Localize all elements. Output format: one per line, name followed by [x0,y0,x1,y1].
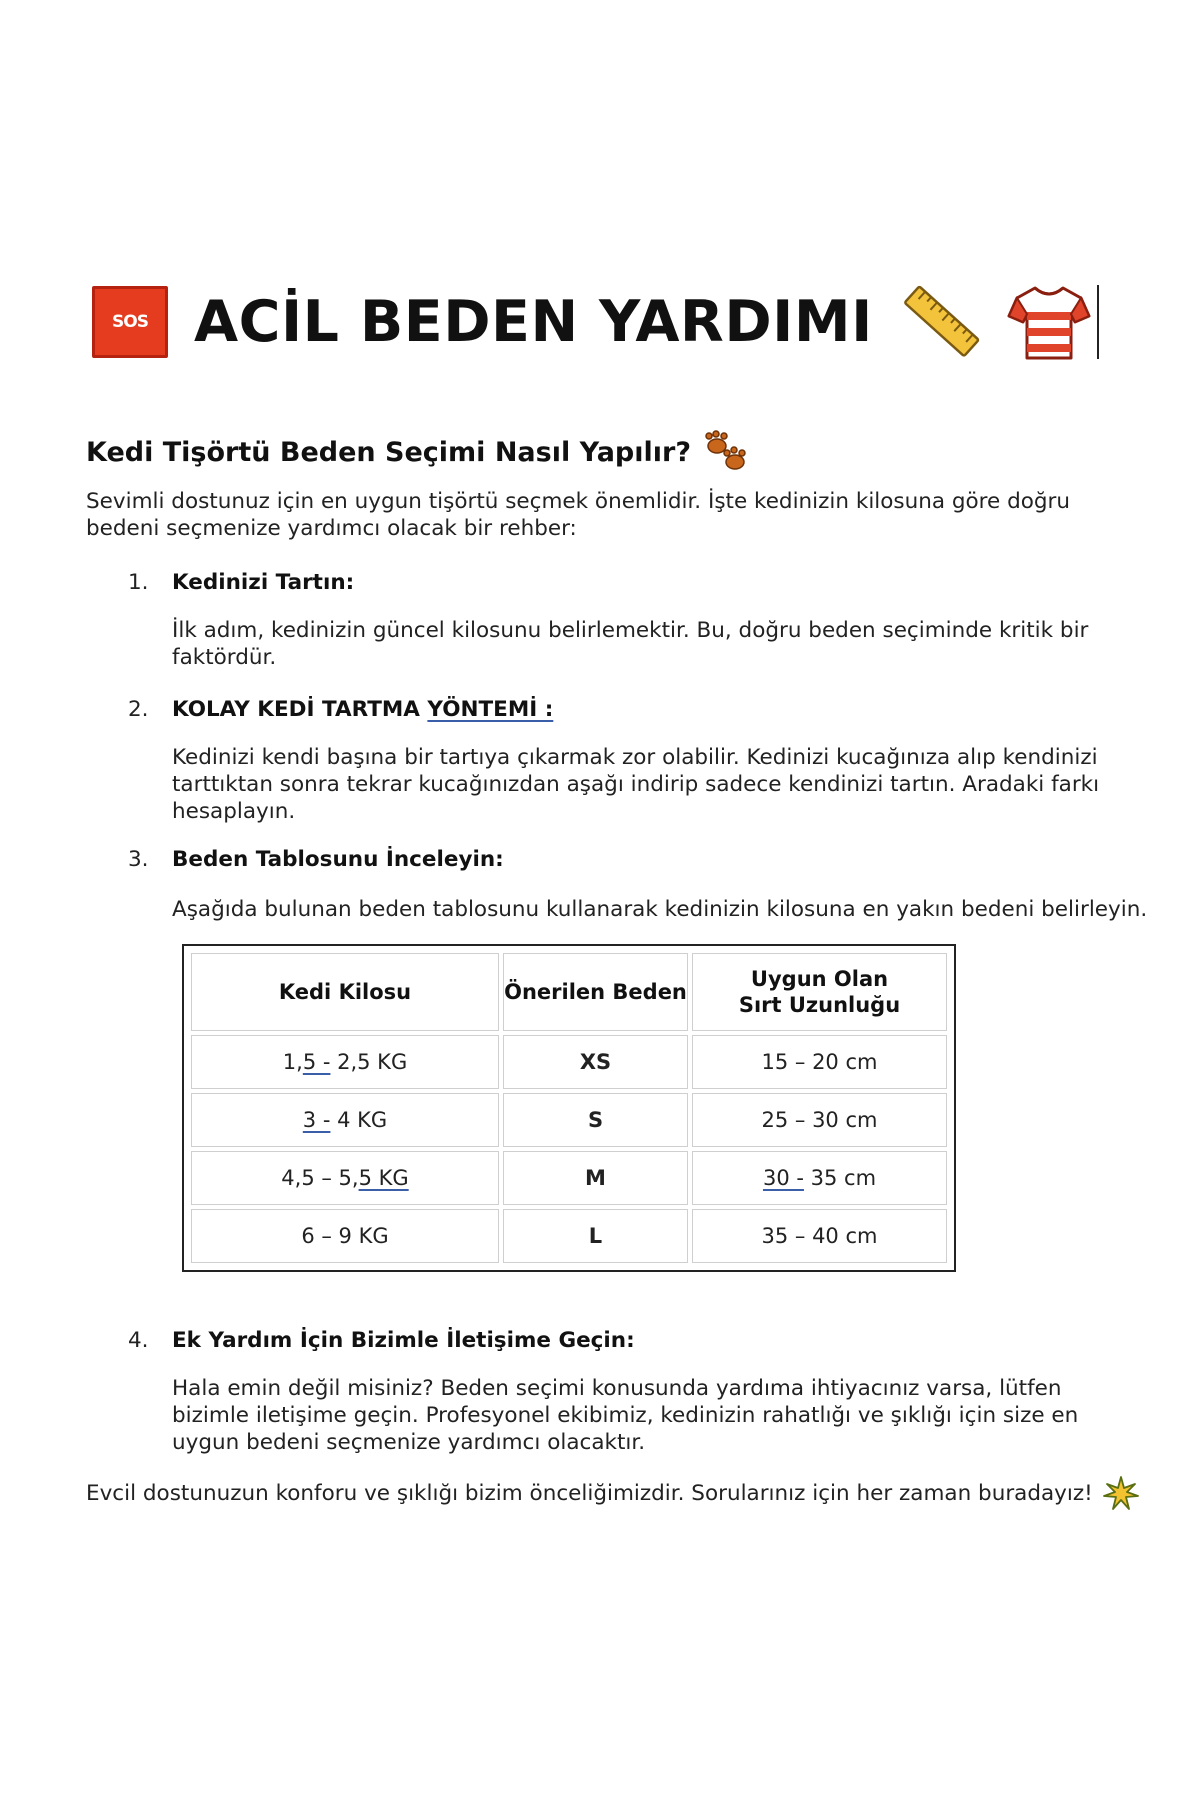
sos-label: SOS [112,312,148,332]
cell-weight-part: 6 – 9 KG [301,1224,389,1248]
cell-size: XS [503,1035,688,1089]
intro-paragraph: Sevimli dostunuz için en uygun tişörtü seçmek önemlidir. İşte kedinizin kilosuna göre doğru bedeni seçmenize yardımcı olacak bir rehber: [86,489,1071,541]
table-row [191,1035,947,1089]
header-weight: Kedi Kilosu [191,953,499,1031]
sos-icon [92,286,168,358]
size-table [182,944,956,1272]
header-length [692,953,947,1031]
page-title: ACİL BEDEN YARDIMI [194,289,873,355]
cell-weight-part: 5 KG [358,1166,409,1190]
step-title: Ek Yardım İçin Bizimle İletişime Geçin: [172,1328,635,1353]
ruler-icon [899,282,983,362]
table-row [191,1209,947,1263]
cell-length [692,1035,947,1089]
closing-line [86,1476,1139,1510]
section-heading [86,430,749,474]
paw-prints-icon [703,430,749,474]
closing-text: Evcil dostunuzun konforu ve şıklığı bizim önceliğimizdir. Sorularınız için her zaman buradayız! [86,1480,1093,1506]
cell-weight [191,1209,499,1263]
cell-weight [191,1035,499,1089]
step-text: Hala emin değil misiniz? Beden seçimi konusunda yardıma ihtiyacınız varsa, lütfen bizimle iletişime geçin. Profesyonel ekibimiz, kedinizin rahatlığı ve şıklığı için size en uygun bedeni seçmenize yardımcı olacaktır. [172,1376,1079,1455]
table-row [191,1093,947,1147]
table-row [191,1151,947,1205]
cell-length-part: 30 - [762,1166,804,1190]
sparkle-icon [1103,1476,1139,1510]
cell-length-part: 25 – 30 cm [761,1108,878,1132]
step-text: Aşağıda bulunan beden tablosunu kullanarak kedinizin kilosuna en yakın bedeni belirleyin. [172,897,1148,922]
header-length-line2: Sırt Uzunluğu [738,993,901,1017]
cell-weight [191,1151,499,1205]
cell-weight-part: 5 - [302,1050,331,1074]
cell-length-part: 35 – 40 cm [761,1224,878,1248]
header-length-line1: Uygun Olan [750,967,889,991]
cell-weight-part: 2,5 KG [330,1050,408,1074]
table-header-row [191,953,947,1031]
cell-length [692,1093,947,1147]
section-heading-text: Kedi Tişörtü Beden Seçimi Nasıl Yapılır? [86,436,691,468]
step-number: 4. [128,1328,149,1353]
header-size: Önerilen Beden [503,953,688,1031]
step-number: 2. [128,697,149,722]
step-number: 1. [128,570,149,595]
t-shirt-icon [1007,282,1091,362]
step-title-plain: KOLAY KEDİ TARTMA [172,697,428,722]
cell-weight-part: 4,5 – 5, [281,1166,359,1190]
step-title-underlined: YÖNTEMİ : [427,697,554,722]
text-cursor [1097,285,1099,359]
step-title: Kedinizi Tartın: [172,570,355,595]
cell-weight-part: 3 - [302,1108,331,1132]
cell-weight [191,1093,499,1147]
cell-size: L [503,1209,688,1263]
step-text: Kedinizi kendi başına bir tartıya çıkarmak zor olabilir. Kedinizi kucağınıza alıp kendinizi tarttıktan sonra tekrar kucağınızdan aşağı indirip sadece kendinizi tartın. Aradaki farkı hesaplayın. [172,745,1100,824]
cell-weight-part: 4 KG [330,1108,388,1132]
step-text: İlk adım, kedinizin güncel kilosunu belirlemektir. Bu, doğru beden seçiminde kritik bir faktördür. [172,618,1089,670]
cell-length-part: 15 – 20 cm [761,1050,878,1074]
page-header [92,282,1099,362]
step-number: 3. [128,847,149,872]
cell-weight-part: 1, [282,1050,303,1074]
cell-size: M [503,1151,688,1205]
cell-length [692,1209,947,1263]
cell-length-part: 35 cm [803,1166,877,1190]
step-title: Beden Tablosunu İnceleyin: [172,847,504,872]
step-title [172,697,553,722]
cell-size: S [503,1093,688,1147]
cell-length [692,1151,947,1205]
